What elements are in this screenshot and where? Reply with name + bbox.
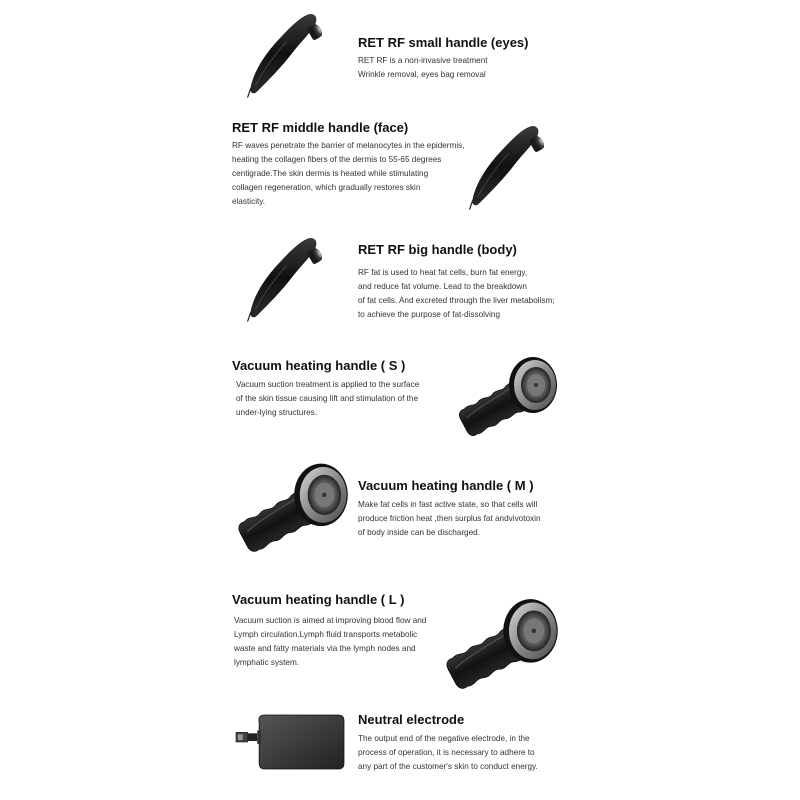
vacuum-handle-icon — [442, 592, 560, 672]
product-description: RET RF is a non-invasive treatment Wrinkle removal, eyes bag removal — [358, 56, 488, 79]
product-description: RF fat is used to heat fat cells, burn fat energy, and reduce fat volume. Lead to the breakdown of fat cells. And excreted through the liver metabolism; to achieve the purpose of fat-dissolving — [358, 268, 555, 319]
product-title: RET RF middle handle (face) — [232, 120, 409, 135]
rf-handle-icon — [234, 234, 344, 324]
product-title: RET RF small handle (eyes) — [358, 35, 529, 50]
product-description: The output end of the negative electrode, in the process of operation, it is necessary to adhere to any part of the customer's skin to conduct energy. — [358, 734, 538, 771]
product-description: Make fat cells in fast active state, so that cells will produce friction heat ,then surplus fat andvivotoxin of body inside can be discharged. — [358, 500, 541, 537]
electrode-plate-icon — [236, 714, 344, 770]
product-description: Vacuum suction treatment is applied to the surface of the skin tissue causing lift and stimulation of the under-lying structures. — [236, 380, 420, 417]
product-title: Vacuum heating handle ( L ) — [232, 592, 405, 607]
rf-handle-icon — [456, 122, 566, 212]
product-title: RET RF big handle (body) — [358, 242, 517, 257]
vacuum-handle-icon — [234, 460, 350, 532]
product-description: RF waves penetrate the barrier of melanocytes in the epidermis, heating the collagen fibers of the dermis to 55-65 degrees centigrade.The skin dermis is heated while stimulating collagen regeneration, which gradually restores skin elasticity. — [232, 141, 465, 206]
rf-handle-icon — [234, 10, 344, 100]
product-title: Vacuum heating handle ( S ) — [232, 358, 406, 373]
product-title: Neutral electrode — [358, 712, 465, 727]
product-description: Vacuum suction is aimed at improving blood flow and Lymph circulation.Lymph fluid transports metabolic waste and fatty materials via the lymph nodes and lymphatic system. — [234, 616, 427, 667]
vacuum-handle-icon — [455, 352, 559, 420]
product-title: Vacuum heating handle ( M ) — [358, 478, 534, 493]
